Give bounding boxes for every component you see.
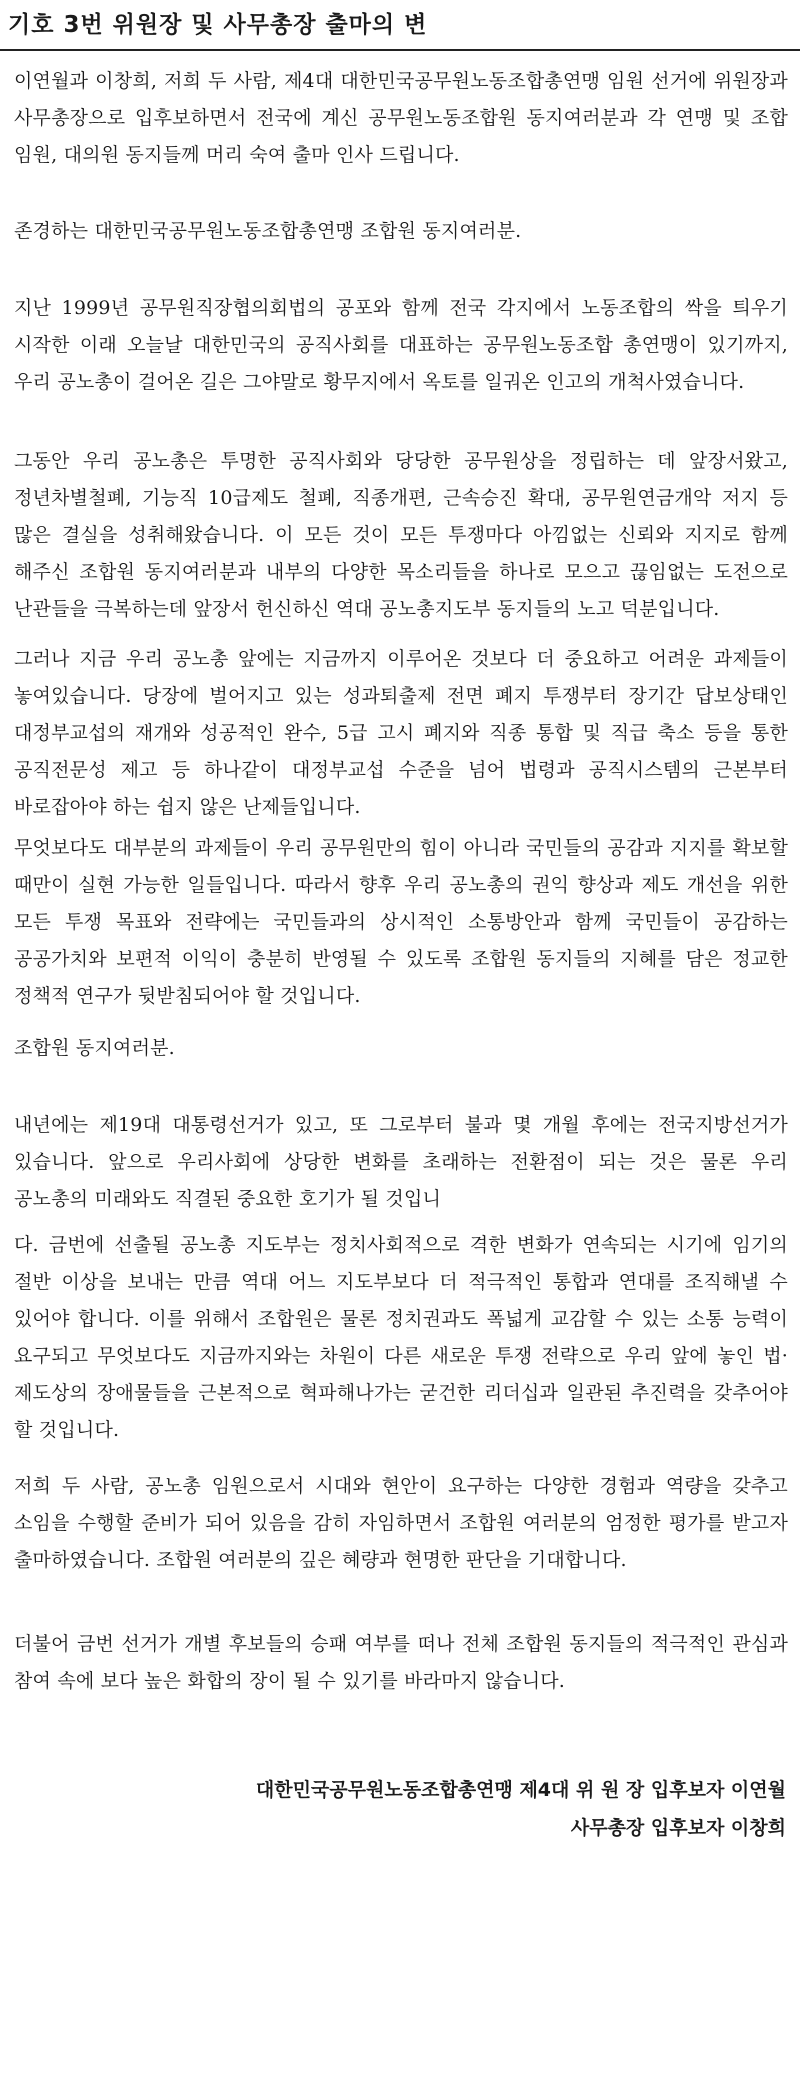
paragraph-public-support: 무엇보다도 대부분의 과제들이 우리 공무원만의 힘이 아니라 국민들의 공감과 지지를 확보할 때만이 실현 가능한 일들입니다. 따라서 향후 우리 공노총의 권익 향상과 제도 개선을 위한 모든 투쟁 목표와 전략에는 국민들과의 상시적인 소통방안과 함께 국민들이 공감하는 공공가치와 보편적 이익이 충분히 반영될 수 있도록 조합원 동지들의 지혜를 담은 정교한 정책적 연구가 뒷받침되어야 할 것입니다.	[14, 837, 788, 1007]
paragraph-history: 지난 1999년 공무원직장협의회법의 공포와 함께 전국 각지에서 노동조합의 싹을 틔우기 시작한 이래 오늘날 대한민국의 공직사회를 대표하는 공무원노동조합 총연맹이 있기까지, 우리 공노총이 걸어온 길은 그야말로 황무지에서 옥토를 일궈온 인고의 개척사였습니다.	[14, 297, 788, 393]
paragraph-elections: 내년에는 제19대 대통령선거가 있고, 또 그로부터 불과 몇 개월 후에는 전국지방선거가 있습니다. 앞으로 우리사회에 상당한 변화를 초래하는 전환점이 되는 것은 물론 우리 공노총의 미래와도 직결된 중요한 호기가 될 것입니	[14, 1114, 788, 1210]
paragraph-closing: 더불어 금번 선거가 개별 후보들의 승패 여부를 떠나 전체 조합원 동지들의 적극적인 관심과 참여 속에 보다 높은 화합의 장이 될 수 있기를 바라마지 않습니다.	[14, 1633, 788, 1692]
signature-chair-candidate: 대한민국공무원노동조합총연맹 제4대 위 원 장 입후보자 이연월	[255, 1779, 786, 1801]
paragraph-candidacy: 저희 두 사람, 공노총 임원으로서 시대와 현안이 요구하는 다양한 경험과 역량을 갖추고 소임을 수행할 준비가 되어 있음을 감히 자임하면서 조합원 여러분의 엄정한 평가를 받고자 출마하였습니다. 조합원 여러분의 깊은 혜량과 현명한 판단을 기대합니다.	[14, 1475, 788, 1571]
paragraph-salutation-2: 조합원 동지여러분.	[14, 1037, 175, 1059]
signature-secretary-candidate: 사무총장 입후보자 이창희	[570, 1817, 786, 1839]
paragraph-challenges: 그러나 지금 우리 공노총 앞에는 지금까지 이루어온 것보다 더 중요하고 어려운 과제들이 놓여있습니다. 당장에 벌어지고 있는 성과퇴출제 전면 폐지 투쟁부터 장기간 답보상태인 대정부교섭의 재개와 성공적인 완수, 5급 고시 폐지와 직종 통합 및 직급 축소 등을 통한 공직전문성 제고 등 하나같이 대정부교섭 수준을 넘어 법령과 공직시스템의 근본부터 바로잡아야 하는 쉽지 않은 난제들입니다.	[14, 648, 788, 818]
paragraph-salutation: 존경하는 대한민국공무원노동조합총연맹 조합원 동지여러분.	[14, 220, 522, 242]
title-divider	[0, 49, 800, 51]
paragraph-achievements: 그동안 우리 공노총은 투명한 공직사회와 당당한 공무원상을 정립하는 데 앞장서왔고, 정년차별철폐, 기능직 10급제도 철폐, 직종개편, 근속승진 확대, 공무원연금개악 저지 등 많은 결실을 성취해왔습니다. 이 모든 것이 모든 투쟁마다 아낌없는 신뢰와 지지로 함께 해주신 조합원 동지여러분과 내부의 다양한 목소리들을 하나로 모으고 끊임없는 도전으로 난관들을 극복하는데 앞장서 헌신하신 역대 공노총지도부 동지들의 노고 덕분입니다.	[14, 450, 788, 620]
paragraph-greeting: 이연월과 이창희, 저희 두 사람, 제4대 대한민국공무원노동조합총연맹 임원 선거에 위원장과 사무총장으로 입후보하면서 전국에 계신 공무원노동조합원 동지여러분과 각 연맹 및 조합 임원, 대의원 동지들께 머리 숙여 출마 인사 드립니다.	[14, 70, 788, 166]
paragraph-leadership: 다. 금번에 선출될 공노총 지도부는 정치사회적으로 격한 변화가 연속되는 시기에 임기의 절반 이상을 보내는 만큼 역대 어느 지도부보다 더 적극적인 통합과 연대를 조직해낼 수 있어야 합니다. 이를 위해서 조합원은 물론 정치권과도 폭넓게 교감할 수 있는 소통 능력이 요구되고 무엇보다도 지금까지와는 차원이 다른 새로운 투쟁 전략으로 우리 앞에 놓인 법·제도상의 장애물들을 근본적으로 혁파해나가는 굳건한 리더십과 일관된 추진력을 갖추어야 할 것입니다.	[14, 1234, 788, 1441]
document-title: 기호 3번 위원장 및 사무총장 출마의 변	[8, 12, 428, 38]
